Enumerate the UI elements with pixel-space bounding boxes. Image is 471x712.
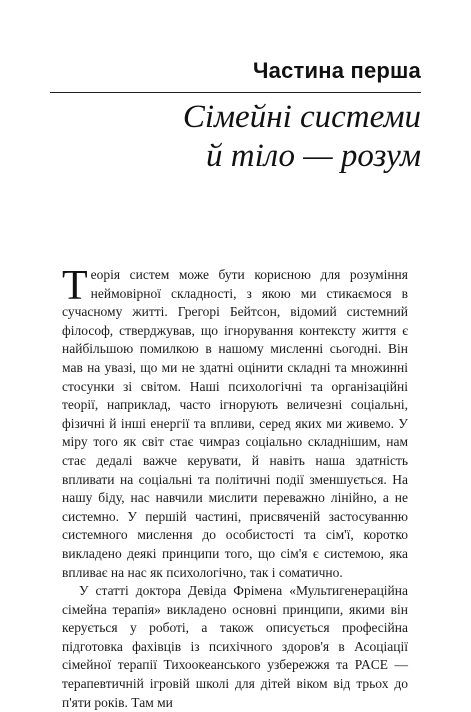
body-text bbox=[62, 263, 408, 712]
drop-cap: Т bbox=[62, 263, 88, 309]
paragraph-1 bbox=[62, 263, 408, 582]
chapter-title-line-1: Сімейні системи bbox=[182, 99, 421, 135]
paragraph-1-text: еорія систем може бути корисною для розуміння неймовірної складності, з якою ми стикаємося в сучасному житті. Грегорі Бейтсон, відомий системний філософ, стверджував, що ігнорування контексту життя є найбільшою помилкою в нашому мисленні сьогодні. Він мав на увазі, що ми не здатні оцінити складні та множинні стосунки зі світом. Наші психологічні та організаційні теорії, наприклад, часто ігнорують величезні соціальні, фізичні й інші енергії та впливи, серед яких ми живемо. У міру того як світ стає чимраз соціально складнішим, нам стає дедалі важче керувати, й навіть наша здатність впливати на соціальні та політичні події зменшується. На нашу біду, нас навчили мислити переважно лінійно, а не системно. У першій частині, присвяченій застосуванню системного мислення до особистості та сім'ї, коротко викладено деякі принципи того, що сім'я є системою, яка впливає на нас як психологічно, так і соматично. bbox=[62, 267, 408, 580]
part-label: Частина перша bbox=[253, 58, 421, 83]
paragraph-2: У статті доктора Девіда Фрімена «Мультигенераційна сімейна терапія» викладено основні принципи, якими він керується у роботі, а також описується професійна підготовка фахівців із психічного здоров'я в Асоціації сімейної терапії Тихоокеанського узбережжя та PACE — терапевтичній ігровій школі для дітей віком від трьох до п'яти років. Там ми bbox=[62, 583, 408, 710]
chapter-title bbox=[183, 98, 421, 176]
header-rule bbox=[50, 92, 421, 93]
chapter-title-line-2: й тіло — розум bbox=[206, 138, 421, 174]
